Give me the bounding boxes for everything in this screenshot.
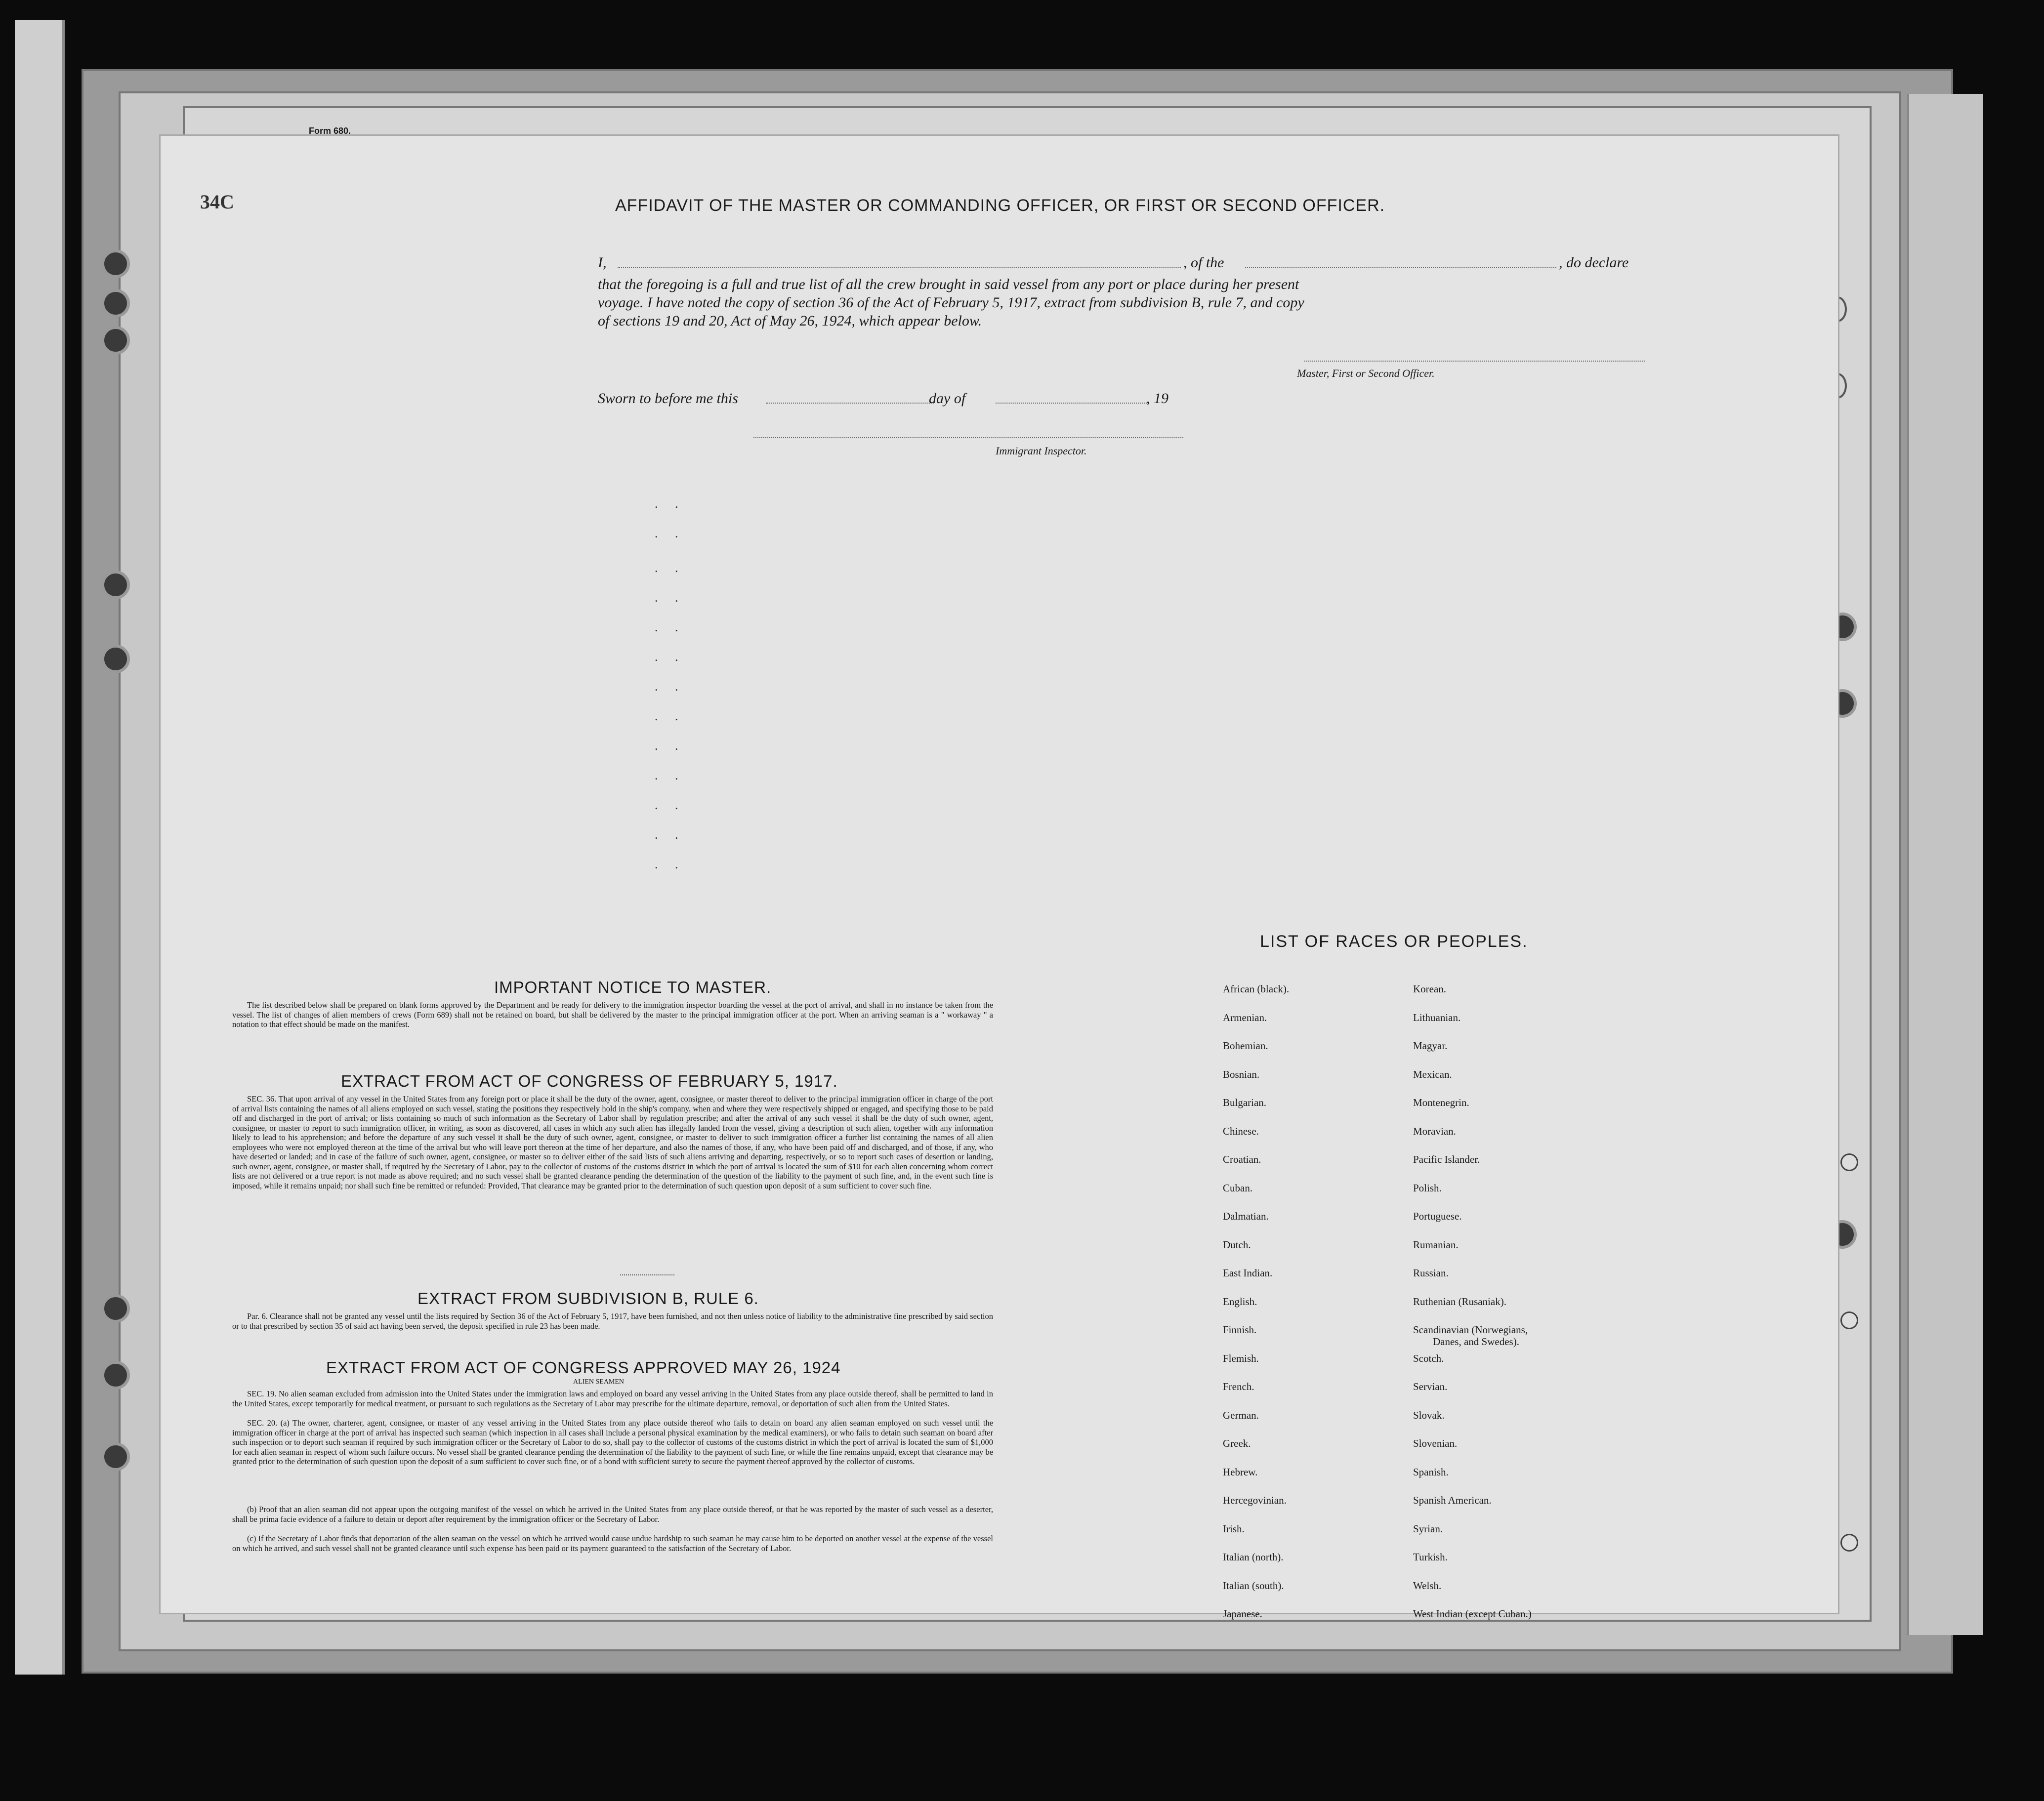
race-item: Ruthenian (Rusaniak). — [1413, 1295, 1506, 1308]
binder-hole — [101, 289, 130, 318]
leader-dots: . . — [655, 526, 685, 540]
race-item: Bulgarian. — [1223, 1097, 1267, 1108]
race-item: Slovenian. — [1413, 1437, 1458, 1449]
extract-1917-text: SEC. 36. That upon arrival of any vessel in the United States from any foreign port or place it shall be the duty of the owner, agent, consignee, or master thereof to deliver to the principal immigration officer in charge of the port of arrival lists containing the names of all aliens employed on such vessel, stating the positions they respectively hold in the ship's company, when and where they were respectively shipped or engaged, and specifying those to be paid off and discharged in the port of arrival; or lists containing so much of such information as the Secretary of Labor shall by regulation prescribe; and after the arrival of any such vessel it shall be the duty of such owner, agent, consignee, or master to report to such immigration officer, in writing, as soon as discovered, all cases in which any such alien has illegally landed from the vessel, giving a description of such alien, together with any information likely to lead to his apprehension; and before the departure of any such vessel it shall be the duty of such owner, agent, consignee, or master to deliver to such immigration officer a further list containing the names of all alien employees who were not employed thereon at the time of the arrival but who will leave port thereon at the time of her departure, and also the names of those, if any, who have been paid off and discharged, and of those, if any, who have deserted or landed; and in case of the failure of such owner, agent, consignee, or master so to deliver either of the said lists of such aliens arriving and departing, respectively, or so to report such cases of desertion or landing, such owner, agent, consignee, or master shall, if required by the Secretary of Labor, pay to the collector of customs of the customs district in which the port of arrival is located the sum of $10 for each alien concerning whom correct lists are not delivered or a true report is not made as above required; and no such vessel shall be granted clearance pending the determination of the question of the liability to the payment of such fine, and, in the event such fine is imposed, while it remains unpaid; nor shall such fine be remitted or refunded: Provided, That clearance may be granted prior to the determination of such question upon deposit of a sum sufficient to cover such fine. — [232, 1094, 993, 1190]
race-item: Syrian. — [1413, 1522, 1443, 1535]
race-item: Italian (north). — [1223, 1551, 1284, 1563]
races-column-2 — [1413, 983, 1532, 1637]
race-item: Mexican. — [1413, 1068, 1452, 1080]
affidavit-title: AFFIDAVIT OF THE MASTER OR COMMANDING OFFICER, OR FIRST OR SECOND OFFICER. — [615, 196, 1385, 215]
sec-20a-text: SEC. 20. (a) The owner, charterer, agent, consignee, or master of any vessel arriving in the United States from any place outside thereof who fails to detain on board any alien seaman employed on such vessel until the immigration officer in charge at the port of arrival has inspected such seaman (which inspection in all cases shall include a personal physical examination by the medical examiners), or who fails to detain such seaman on board after such inspection or to deport such seaman if required by such immigration officer or the Secretary of Labor to do so, shall pay to the collector of customs of the customs district in which the port of arrival is located the sum of $1,000 for each alien seaman in respect of whom such failure occurs. No vessel shall be granted clearance pending the determination of the liability to the payment of such fine, or while the fine remains unpaid, except that clearance may be granted prior to the determination of such question upon the deposit of a sum sufficient to cover such fine, or of a bond with sufficient surety to secure the payment thereof approved by the collector of customs. — [232, 1418, 993, 1466]
race-item: Montenegrin. — [1413, 1097, 1469, 1108]
sec-19-text: SEC. 19. No alien seaman excluded from admission into the United States under the immigration laws and employed on board any vessel arriving in the United States from any place outside thereof, shall be permitted to land in the United States, except temporarily for medical treatment, or pursuant to such regulations as the Secretary of Labor may prescribe for the ultimate departure, removal, or deportation of such alien from the United States. — [232, 1389, 993, 1408]
race-item: Finnish. — [1223, 1324, 1257, 1336]
notice-text: The list described below shall be prepared on blank forms approved by the Department and be ready for delivery to the immigration inspector boarding the vessel at the port of arrival, and shall in no instance be taken from the vessel. The list of changes of alien members of crews (Form 689) shall not be retained on board, but shall be delivered by the master to the principal immigration officer at the port. When an arriving seaman is a " workaway " a notation to that effect should be made on the manifest. — [232, 1000, 993, 1029]
race-item: Turkish. — [1413, 1551, 1448, 1563]
race-item: African (black). — [1223, 983, 1290, 995]
race-item: Hercegovinian. — [1223, 1494, 1287, 1506]
binder-hole — [101, 249, 130, 278]
sec-20c-text: (c) If the Secretary of Labor finds that deportation of the alien seaman on the vessel on which he arrived would cause undue hardship to such seaman he may cause him to be deported on another vessel at the expense of the vessel on which he arrived, and such vessel shall not be granted clearance until such expense has been paid or its payment guaranteed to the satisfaction of the Secretary of Labor. — [232, 1534, 993, 1553]
race-item: Polish. — [1413, 1182, 1442, 1194]
leader-dots: . . — [655, 679, 685, 694]
inspector-signature-field[interactable] — [753, 437, 1183, 438]
race-item: German. — [1223, 1409, 1259, 1421]
race-item: Japanese. — [1223, 1608, 1262, 1620]
extract-1924-title: EXTRACT FROM ACT OF CONGRESS APPROVED MAY 26, 1924 — [326, 1358, 841, 1377]
race-item: Cuban. — [1223, 1182, 1253, 1194]
races-column-1 — [1223, 983, 1289, 1637]
master-signature-label: Master, First or Second Officer. — [1297, 367, 1435, 379]
binder-hole — [101, 1294, 130, 1323]
extract-1924-subtitle: ALIEN SEAMEN — [573, 1378, 625, 1386]
day-of-label: day of — [929, 390, 966, 407]
race-item: Scotch. — [1413, 1352, 1444, 1364]
leader-dots: . . — [655, 496, 685, 511]
sworn-month-field[interactable] — [996, 403, 1149, 404]
form-number: Form 680. — [309, 126, 351, 136]
race-item: Pacific Islander. — [1413, 1153, 1480, 1165]
race-item: Croatian. — [1223, 1153, 1261, 1165]
race-item: Servian. — [1413, 1381, 1448, 1392]
affidavit-i: I, — [598, 254, 607, 271]
race-item: Armenian. — [1223, 1011, 1267, 1023]
binder-hole — [101, 645, 130, 673]
affidavit-form-page — [161, 126, 1838, 1620]
race-item: East Indian. — [1223, 1267, 1273, 1279]
leader-dots: . . — [655, 650, 685, 664]
race-item-continuation: Danes, and Swedes). — [1433, 1336, 1519, 1348]
inspector-label: Immigrant Inspector. — [996, 445, 1087, 457]
binder-spine — [15, 20, 65, 1675]
race-item-label: Scandinavian (Norwegians, — [1413, 1324, 1528, 1336]
race-item-scandinavian — [1413, 1324, 1532, 1352]
binder-hole — [101, 1442, 130, 1471]
affidavit-line-4: of sections 19 and 20, Act of May 26, 1924, which appear below. — [598, 313, 982, 329]
handwritten-mark: 34C — [200, 191, 234, 213]
section-divider — [620, 1274, 674, 1275]
races-title: LIST OF RACES OR PEOPLES. — [1260, 932, 1528, 951]
race-item: English. — [1223, 1295, 1257, 1308]
race-item: Russian. — [1413, 1267, 1449, 1279]
race-item: Portuguese. — [1413, 1210, 1462, 1222]
race-item: Rumanian. — [1413, 1238, 1459, 1251]
page-punch-hole — [1840, 1534, 1858, 1552]
leader-dots: . . — [655, 798, 685, 812]
leader-dots: . . — [655, 709, 685, 723]
race-item: Dutch. — [1223, 1238, 1251, 1251]
race-item: Korean. — [1413, 983, 1447, 995]
race-item: Bohemian. — [1223, 1040, 1268, 1052]
leader-dots: . . — [655, 768, 685, 782]
race-item: Lithuanian. — [1413, 1011, 1461, 1023]
leader-dots: . . — [655, 857, 685, 871]
race-item: Spanish American. — [1413, 1494, 1492, 1506]
race-item: Spanish. — [1413, 1466, 1449, 1478]
leader-dots: . . — [655, 561, 685, 575]
master-signature-field[interactable] — [1304, 361, 1645, 362]
race-item: Italian (south). — [1223, 1579, 1284, 1592]
sworn-day-field[interactable] — [766, 403, 934, 404]
rule6-text: Par. 6. Clearance shall not be granted any vessel until the lists required by Section 36 of the Act of February 5, 1917, have been furnished, and not then unless notice of liability to the administrative fine prescribed by said section or to that prescribed by section 35 of said act having been served, the deposit specified in rule 23 has been made. — [232, 1311, 993, 1331]
race-item: Magyar. — [1413, 1040, 1448, 1052]
leader-dots: . . — [655, 827, 685, 842]
binder-hole — [101, 571, 130, 599]
binder-hole — [101, 326, 130, 355]
race-item: Moravian. — [1413, 1125, 1456, 1137]
vessel-field[interactable] — [1245, 267, 1556, 268]
leader-dots: . . — [655, 738, 685, 753]
year-label: , 19 — [1146, 390, 1168, 407]
race-item: French. — [1223, 1381, 1254, 1392]
affidavit-of-the: , of the — [1183, 254, 1224, 271]
race-item: Dalmatian. — [1223, 1210, 1269, 1222]
race-item: West Indian (except Cuban.) — [1413, 1608, 1532, 1620]
race-item: Hebrew. — [1223, 1466, 1258, 1478]
affidavit-line-3: voyage. I have noted the copy of section 36 of the Act of February 5, 1917, extract from subdivision B, rule 7, and copy — [598, 294, 1304, 311]
race-item: Chinese. — [1223, 1125, 1259, 1137]
race-item: Greek. — [1223, 1437, 1251, 1449]
right-tab-strip — [1907, 94, 1983, 1635]
sec-20b-text: (b) Proof that an alien seaman did not appear upon the outgoing manifest of the vessel on which he arrived in the United States from any place outside thereof, or that he was reported by the master of such vessel as a deserter, shall be prima facie evidence of a failure to detain or deport after requirement by the immigration officer or the Secretary of Labor. — [232, 1505, 993, 1524]
binder-hole — [101, 1361, 130, 1390]
notice-title: IMPORTANT NOTICE TO MASTER. — [494, 978, 772, 996]
extract-1917-title: EXTRACT FROM ACT OF CONGRESS OF FEBRUARY 5, 1917. — [341, 1072, 838, 1090]
affidavit-declare: , do declare — [1559, 254, 1629, 271]
affidavit-line-2: that the foregoing is a full and true list of all the crew brought in said vessel from any port or place during her present — [598, 276, 1299, 292]
page-punch-hole — [1840, 1153, 1858, 1171]
race-item: Irish. — [1223, 1522, 1245, 1535]
sworn-label: Sworn to before me this — [598, 390, 738, 407]
leader-dots: . . — [655, 590, 685, 605]
page-punch-hole — [1840, 1311, 1858, 1329]
race-item: Flemish. — [1223, 1352, 1259, 1364]
race-item: Slovak. — [1413, 1409, 1445, 1421]
rule6-title: EXTRACT FROM SUBDIVISION B, RULE 6. — [417, 1289, 759, 1308]
name-field[interactable] — [618, 267, 1181, 268]
leader-dots: . . — [655, 620, 685, 634]
race-item: Bosnian. — [1223, 1068, 1260, 1080]
race-item: Welsh. — [1413, 1579, 1442, 1592]
